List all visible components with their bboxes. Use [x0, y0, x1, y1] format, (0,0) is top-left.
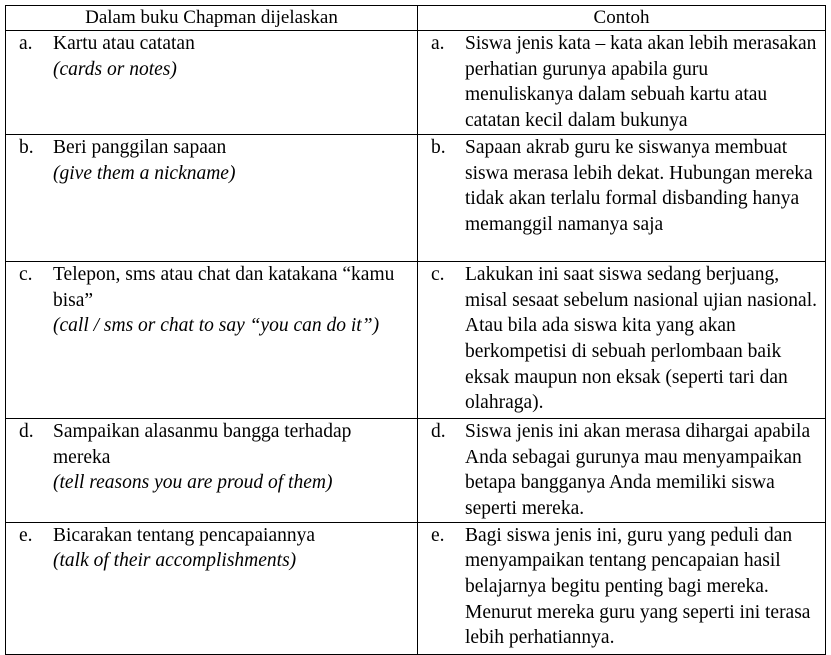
- right-text: Siswa jenis kata – kata akan lebih merasakan perhatian gurunya apabila guru menuliskanya dalam sebuah kartu atau catatan kecil dalam bukunya: [465, 33, 817, 132]
- left-cell: [6, 31, 418, 135]
- row-marker: a.: [19, 33, 33, 54]
- left-english: (talk of their accomplishments): [53, 550, 297, 572]
- table-row: [6, 522, 826, 654]
- header-col1: Dalam buku Chapman dijelaskan: [6, 6, 418, 31]
- left-english: (give them a nickname): [53, 162, 236, 184]
- right-cell: [418, 261, 826, 418]
- header-col2: Contoh: [418, 6, 826, 31]
- row-marker: b.: [431, 136, 446, 158]
- right-text: Lakukan ini saat siswa sedang berjuang, misal sesaat sebelum nasional ujian nasional. Atau bila ada siswa kita yang akan berkompetisi di sebuah perlombaan baik eksak maupun non eksak (seperti tari dan olahraga).: [465, 263, 817, 414]
- right-cell: [418, 522, 826, 654]
- table-row: [6, 31, 826, 135]
- left-text: Sampaikan alasanmu bangga terhadap mereka: [53, 420, 352, 468]
- table-row: [6, 418, 826, 522]
- row-marker: e.: [19, 524, 33, 546]
- right-text: Siswa jenis ini akan merasa dihargai apabila Anda sebagai gurunya mau menyampaikan betapa bangganya Anda memiliki siswa seperti mereka.: [465, 420, 811, 519]
- left-cell: [6, 418, 418, 522]
- right-text: Bagi siswa jenis ini, guru yang peduli dan menyampaikan tentang pencapaian hasil belajarnya begitu penting bagi mereka. Menurut mereka guru yang seperti ini terasa lebih perhatiannya.: [465, 524, 811, 649]
- row-marker: e.: [431, 524, 445, 546]
- left-text: Kartu atau catatan: [53, 33, 195, 54]
- left-text: Bicarakan tentang pencapaiannya: [53, 524, 316, 546]
- header-row: [6, 6, 826, 31]
- row-marker: b.: [19, 136, 34, 158]
- left-text: Telepon, sms atau chat dan katakana “kamu bisa”: [53, 263, 395, 311]
- right-cell: [418, 134, 826, 261]
- right-cell: [418, 418, 826, 522]
- left-cell: [6, 522, 418, 654]
- table-row: [6, 261, 826, 418]
- left-english: (tell reasons you are proud of them): [53, 472, 333, 494]
- left-text: Beri panggilan sapaan: [53, 136, 227, 158]
- left-english: (cards or notes): [53, 58, 177, 80]
- row-marker: c.: [431, 263, 445, 285]
- row-marker: c.: [19, 263, 33, 285]
- row-marker: a.: [431, 33, 445, 54]
- row-marker: d.: [19, 420, 34, 442]
- left-cell: [6, 261, 418, 418]
- table-row: [6, 134, 826, 261]
- left-english: (call / sms or chat to say “you can do it”): [53, 315, 380, 337]
- chapman-table: [5, 5, 826, 655]
- right-text: Sapaan akrab guru ke siswanya membuat siswa merasa lebih dekat. Hubungan mereka tidak akan terlalu formal disbanding hanya memanggil namanya saja: [465, 136, 813, 235]
- right-cell: [418, 31, 826, 135]
- row-marker: d.: [431, 420, 446, 442]
- left-cell: [6, 134, 418, 261]
